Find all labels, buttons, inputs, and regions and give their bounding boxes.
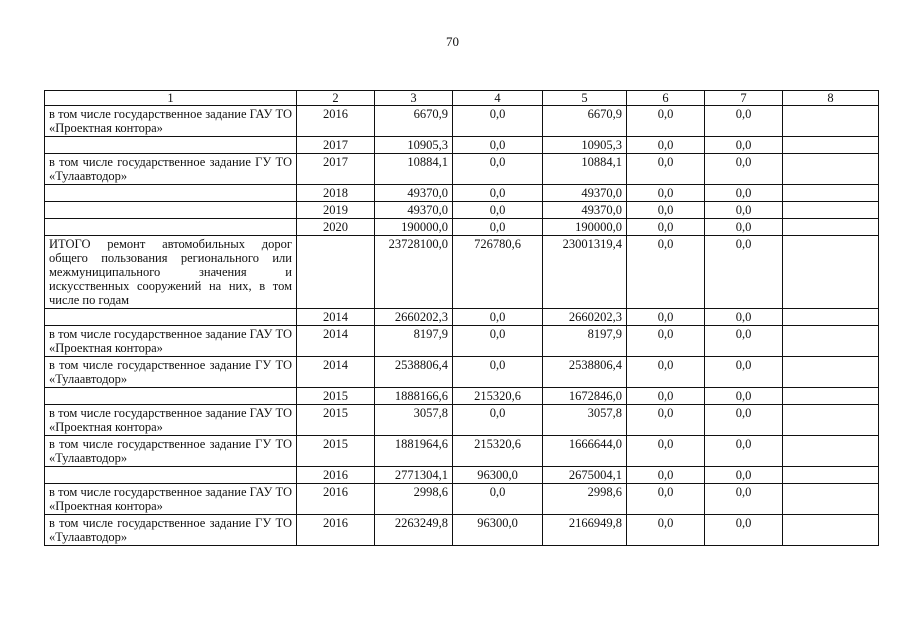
row-total-value: 2771304,1 [375, 467, 453, 484]
table-row [45, 185, 879, 202]
table-row [45, 309, 879, 326]
table-row [45, 154, 879, 185]
row-other-value: 0,0 [705, 436, 783, 467]
row-note [783, 467, 879, 484]
row-municipal-value: 0,0 [627, 357, 705, 388]
table-row [45, 484, 879, 515]
column-header: 4 [453, 91, 543, 106]
row-federal-value: 0,0 [453, 309, 543, 326]
row-regional-value: 49370,0 [543, 185, 627, 202]
row-description: в том числе государственное задание ГАУ ТО «Проектная контора» [45, 106, 297, 137]
row-total-value: 10905,3 [375, 137, 453, 154]
row-total-value: 8197,9 [375, 326, 453, 357]
row-year: 2015 [297, 388, 375, 405]
row-regional-value: 3057,8 [543, 405, 627, 436]
row-description [45, 185, 297, 202]
row-description: в том числе государственное задание ГАУ ТО «Проектная контора» [45, 326, 297, 357]
row-federal-value: 0,0 [453, 357, 543, 388]
row-note [783, 436, 879, 467]
row-other-value: 0,0 [705, 236, 783, 309]
row-municipal-value: 0,0 [627, 484, 705, 515]
row-total-value: 6670,9 [375, 106, 453, 137]
row-note [783, 154, 879, 185]
row-municipal-value: 0,0 [627, 309, 705, 326]
budget-table [44, 90, 879, 546]
row-regional-value: 2538806,4 [543, 357, 627, 388]
row-other-value: 0,0 [705, 202, 783, 219]
row-year: 2016 [297, 106, 375, 137]
row-note [783, 515, 879, 546]
row-total-value: 1888166,6 [375, 388, 453, 405]
page-number: 70 [446, 34, 459, 49]
table-row [45, 219, 879, 236]
row-year: 2018 [297, 185, 375, 202]
row-total-value: 1881964,6 [375, 436, 453, 467]
row-federal-value: 0,0 [453, 185, 543, 202]
row-municipal-value: 0,0 [627, 202, 705, 219]
row-note [783, 137, 879, 154]
row-description: в том числе государственное задание ГАУ ТО «Проектная контора» [45, 405, 297, 436]
column-header: 8 [783, 91, 879, 106]
table-row [45, 515, 879, 546]
row-year: 2017 [297, 154, 375, 185]
row-regional-value: 2660202,3 [543, 309, 627, 326]
column-number-row [45, 91, 879, 106]
table-row [45, 326, 879, 357]
row-total-value: 2263249,8 [375, 515, 453, 546]
row-federal-value: 0,0 [453, 484, 543, 515]
row-regional-value: 2166949,8 [543, 515, 627, 546]
row-other-value: 0,0 [705, 405, 783, 436]
row-other-value: 0,0 [705, 185, 783, 202]
row-other-value: 0,0 [705, 326, 783, 357]
row-federal-value: 0,0 [453, 137, 543, 154]
row-description: в том числе государственное задание ГУ ТО «Тулаавтодор» [45, 357, 297, 388]
row-regional-value: 1672846,0 [543, 388, 627, 405]
row-total-value: 23728100,0 [375, 236, 453, 309]
row-year: 2020 [297, 219, 375, 236]
table-row [45, 467, 879, 484]
row-note [783, 484, 879, 515]
row-regional-value: 1666644,0 [543, 436, 627, 467]
row-regional-value: 10905,3 [543, 137, 627, 154]
row-year: 2015 [297, 405, 375, 436]
row-total-value: 2538806,4 [375, 357, 453, 388]
row-municipal-value: 0,0 [627, 515, 705, 546]
row-municipal-value: 0,0 [627, 154, 705, 185]
row-description: в том числе государственное задание ГАУ ТО «Проектная контора» [45, 484, 297, 515]
row-year [297, 236, 375, 309]
row-federal-value: 0,0 [453, 106, 543, 137]
row-note [783, 185, 879, 202]
row-municipal-value: 0,0 [627, 467, 705, 484]
table-row [45, 388, 879, 405]
column-header: 2 [297, 91, 375, 106]
table-row [45, 405, 879, 436]
row-note [783, 405, 879, 436]
row-note [783, 309, 879, 326]
row-total-value: 3057,8 [375, 405, 453, 436]
table-row [45, 202, 879, 219]
row-year: 2014 [297, 309, 375, 326]
row-municipal-value: 0,0 [627, 436, 705, 467]
row-description [45, 309, 297, 326]
row-year: 2017 [297, 137, 375, 154]
row-federal-value: 96300,0 [453, 515, 543, 546]
row-municipal-value: 0,0 [627, 137, 705, 154]
row-description: в том числе государственное задание ГУ ТО «Тулаавтодор» [45, 154, 297, 185]
row-total-value: 49370,0 [375, 185, 453, 202]
row-regional-value: 49370,0 [543, 202, 627, 219]
row-year: 2014 [297, 326, 375, 357]
row-description [45, 202, 297, 219]
row-other-value: 0,0 [705, 467, 783, 484]
table-row [45, 436, 879, 467]
row-total-value: 2660202,3 [375, 309, 453, 326]
column-header: 7 [705, 91, 783, 106]
row-federal-value: 215320,6 [453, 388, 543, 405]
row-note [783, 106, 879, 137]
row-total-value: 2998,6 [375, 484, 453, 515]
row-federal-value: 215320,6 [453, 436, 543, 467]
row-year: 2016 [297, 484, 375, 515]
row-total-value: 49370,0 [375, 202, 453, 219]
column-header: 3 [375, 91, 453, 106]
row-municipal-value: 0,0 [627, 185, 705, 202]
row-note [783, 388, 879, 405]
row-description [45, 137, 297, 154]
row-federal-value: 0,0 [453, 326, 543, 357]
row-other-value: 0,0 [705, 357, 783, 388]
row-municipal-value: 0,0 [627, 219, 705, 236]
row-municipal-value: 0,0 [627, 106, 705, 137]
column-header: 1 [45, 91, 297, 106]
row-other-value: 0,0 [705, 309, 783, 326]
column-header: 6 [627, 91, 705, 106]
row-total-value: 10884,1 [375, 154, 453, 185]
row-description [45, 388, 297, 405]
row-regional-value: 8197,9 [543, 326, 627, 357]
row-municipal-value: 0,0 [627, 236, 705, 309]
row-federal-value: 0,0 [453, 219, 543, 236]
row-regional-value: 2998,6 [543, 484, 627, 515]
row-municipal-value: 0,0 [627, 388, 705, 405]
row-other-value: 0,0 [705, 515, 783, 546]
row-other-value: 0,0 [705, 484, 783, 515]
row-regional-value: 6670,9 [543, 106, 627, 137]
row-description: в том числе государственное задание ГУ ТО «Тулаавтодор» [45, 515, 297, 546]
row-federal-value: 0,0 [453, 154, 543, 185]
row-regional-value: 10884,1 [543, 154, 627, 185]
row-regional-value: 2675004,1 [543, 467, 627, 484]
table-row [45, 137, 879, 154]
row-year: 2019 [297, 202, 375, 219]
row-note [783, 326, 879, 357]
row-year: 2016 [297, 467, 375, 484]
table-body [45, 106, 879, 546]
row-other-value: 0,0 [705, 106, 783, 137]
row-description [45, 467, 297, 484]
column-header: 5 [543, 91, 627, 106]
row-note [783, 357, 879, 388]
row-description: в том числе государственное задание ГУ ТО «Тулаавтодор» [45, 436, 297, 467]
table-row [45, 236, 879, 309]
table-row [45, 357, 879, 388]
row-year: 2016 [297, 515, 375, 546]
row-year: 2014 [297, 357, 375, 388]
row-municipal-value: 0,0 [627, 405, 705, 436]
row-note [783, 236, 879, 309]
row-note [783, 219, 879, 236]
row-federal-value: 96300,0 [453, 467, 543, 484]
row-description: ИТОГО ремонт автомобильных дорог общего пользования регионального или межмуниципального значения и искусственных сооружений на них, в том числе по годам [45, 236, 297, 309]
row-municipal-value: 0,0 [627, 326, 705, 357]
row-other-value: 0,0 [705, 219, 783, 236]
row-regional-value: 190000,0 [543, 219, 627, 236]
row-note [783, 202, 879, 219]
row-other-value: 0,0 [705, 137, 783, 154]
row-other-value: 0,0 [705, 388, 783, 405]
row-federal-value: 0,0 [453, 202, 543, 219]
row-year: 2015 [297, 436, 375, 467]
row-regional-value: 23001319,4 [543, 236, 627, 309]
row-federal-value: 726780,6 [453, 236, 543, 309]
table-row [45, 106, 879, 137]
row-federal-value: 0,0 [453, 405, 543, 436]
row-total-value: 190000,0 [375, 219, 453, 236]
row-other-value: 0,0 [705, 154, 783, 185]
row-description [45, 219, 297, 236]
